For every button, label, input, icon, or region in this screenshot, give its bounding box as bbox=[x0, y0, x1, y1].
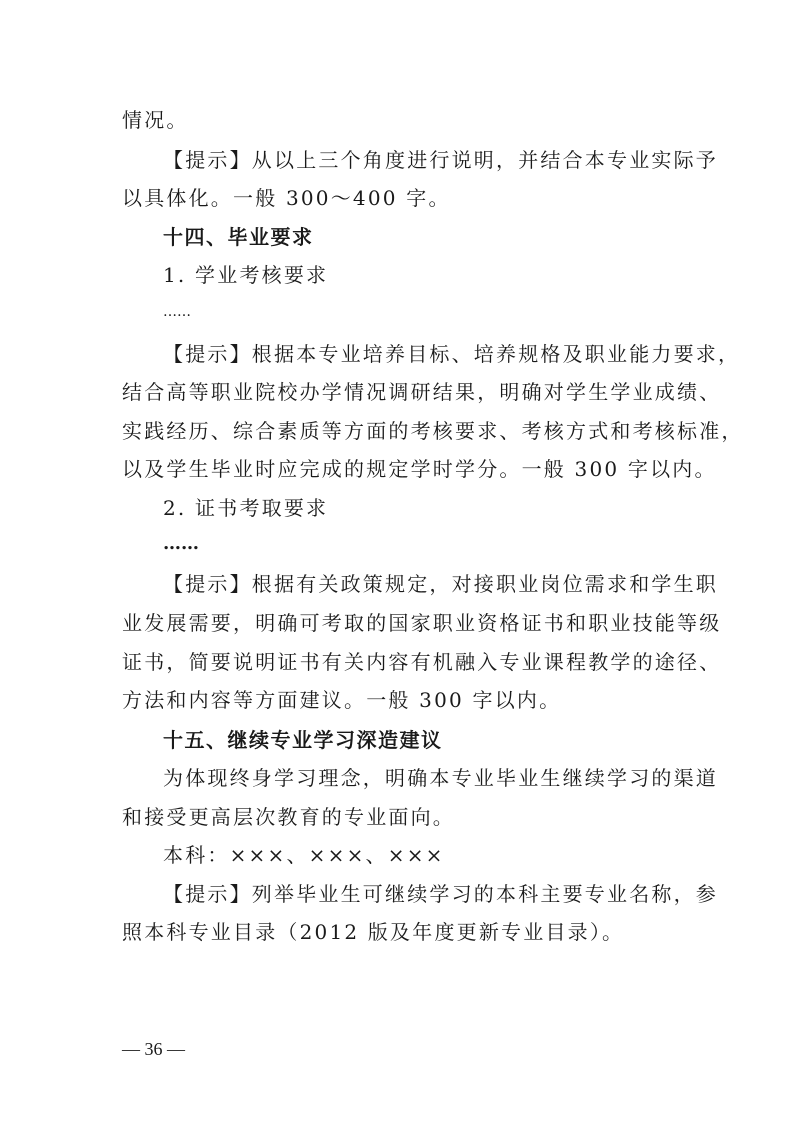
hint-paragraph-line: 【提示】根据本专业培养目标、培养规格及职业能力要求， bbox=[163, 342, 741, 366]
subsection-heading: 2. 证书考取要求 bbox=[163, 496, 329, 520]
text-line: 照本科专业目录（2012 版及年度更新专业目录）。 bbox=[122, 920, 625, 944]
subsection-heading: 1. 学业考核要求 bbox=[163, 263, 329, 287]
text-line: 方法和内容等方面建议。一般 300 字以内。 bbox=[122, 688, 562, 712]
text-line: 情况。 bbox=[122, 108, 189, 132]
section-heading: 十四、毕业要求 bbox=[163, 225, 314, 249]
body-paragraph-line: 为体现终身学习理念，明确本专业毕业生继续学习的渠道 bbox=[163, 766, 718, 790]
text-line: 证书，简要说明证书有关内容有机融入专业课程教学的途径、 bbox=[122, 650, 722, 674]
page-number: — 36 — bbox=[122, 1039, 185, 1059]
text-line: 业发展需要，明确可考取的国家职业资格证书和职业技能等级 bbox=[122, 611, 722, 635]
text-line: 和接受更高层次教育的专业面向。 bbox=[122, 805, 455, 829]
ellipsis-placeholder: …… bbox=[163, 533, 199, 554]
undergraduate-majors-line: 本科：×××、×××、××× bbox=[163, 843, 445, 867]
text-line: 实践经历、综合素质等方面的考核要求、考核方式和考核标准， bbox=[122, 419, 744, 443]
text-line: 以及学生毕业时应完成的规定学时学分。一般 300 字以内。 bbox=[122, 457, 717, 481]
hint-paragraph-line: 【提示】从以上三个角度进行说明，并结合本专业实际予 bbox=[163, 148, 718, 172]
text-line: 以具体化。一般 300～400 字。 bbox=[122, 186, 451, 210]
hint-paragraph-line: 【提示】根据有关政策规定，对接职业岗位需求和学生职 bbox=[163, 572, 718, 596]
section-heading: 十五、继续专业学习深造建议 bbox=[163, 728, 443, 752]
ellipsis-placeholder: …… bbox=[163, 304, 191, 320]
text-line: 结合高等职业院校办学情况调研结果，明确对学生学业成绩、 bbox=[122, 380, 722, 404]
hint-paragraph-line: 【提示】列举毕业生可继续学习的本科主要专业名称，参 bbox=[163, 882, 718, 906]
